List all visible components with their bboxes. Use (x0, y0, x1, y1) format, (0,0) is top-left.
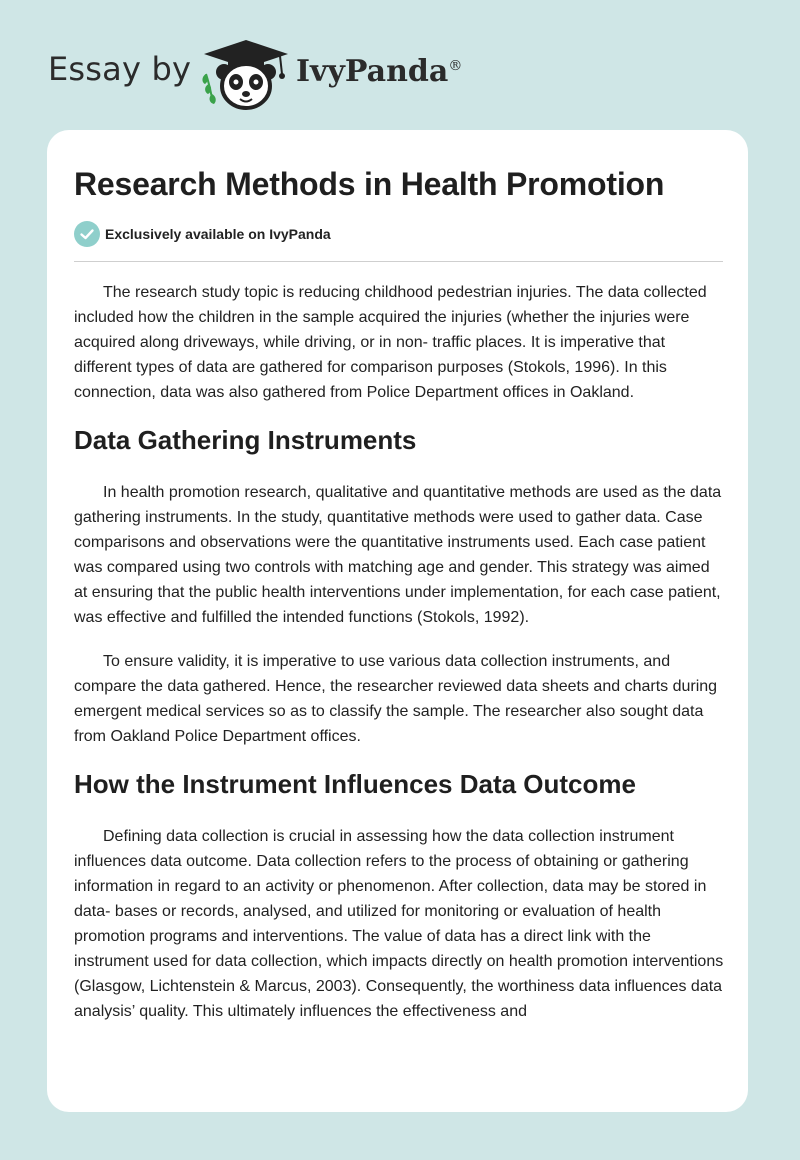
registered-mark: ® (448, 58, 463, 74)
site-header (0, 0, 800, 130)
brand-name[interactable] (296, 54, 462, 89)
title-divider (74, 261, 723, 262)
ivypanda-logo-icon[interactable] (200, 36, 292, 112)
body-paragraph: Defining data collection is crucial in assessing how the data collection instrument influences data outcome. Data collection refers to the process of obtaining or gathering information in regard to an activity or phenomenon. After collection, data may be stored in data- bases or records, analysed, and utilized for monitoring or evaluation of health promotion programs and interventions. The value of data has a direct link with the instrument used for data collection, which impacts directly on health promotion interventions (Glasgow, Lichtenstein & Marcus, 2003). Consequently, the worthiness data influences data analysis’ quality. This ultimately influences the effectiveness and (74, 828, 724, 1020)
section-heading-instrument-influence: How the Instrument Influences Data Outcome (74, 769, 636, 799)
brand-prefix: Essay by (48, 50, 192, 88)
check-circle-icon (74, 221, 100, 247)
essay-card (47, 130, 748, 1112)
body-paragraph: To ensure validity, it is imperative to use various data collection instruments, and compare the data gathered. Hence, the researcher reviewed data sheets and charts during emergent medical services so as to classify the sample. The researcher also sought data from Oakland Police Department offices. (74, 653, 718, 745)
section-heading-data-gathering: Data Gathering Instruments (74, 425, 417, 455)
intro-paragraph: The research study topic is reducing childhood pedestrian injuries. The data collected included how the children in the sample acquired the injuries (whether the injuries were acquired along driveways, while driving, or in non- traffic places. It is imperative that different types of data are gathered for comparison purposes (Stokols, 1996). In this connection, data was also gathered from Police Department offices in Oakland. (74, 284, 707, 401)
brand-name-text: IvyPanda (296, 54, 449, 89)
page-title: Research Methods in Health Promotion (74, 166, 665, 202)
essay-body (74, 280, 726, 1043)
body-paragraph: In health promotion research, qualitative and quantitative methods are used as the data gathering instruments. In the study, quantitative methods were used to gather data. Case comparisons and observations were the quantitative instruments used. Each case patient was compared using two controls with matching age and gender. This strategy was aimed at ensuring that the public health interventions under implementation, for each case patient, was effective and fulfilled the intended functions (Stokols, 1992). (74, 484, 722, 626)
badge-label: Exclusively available on IvyPanda (105, 226, 331, 242)
exclusive-badge (74, 221, 331, 247)
